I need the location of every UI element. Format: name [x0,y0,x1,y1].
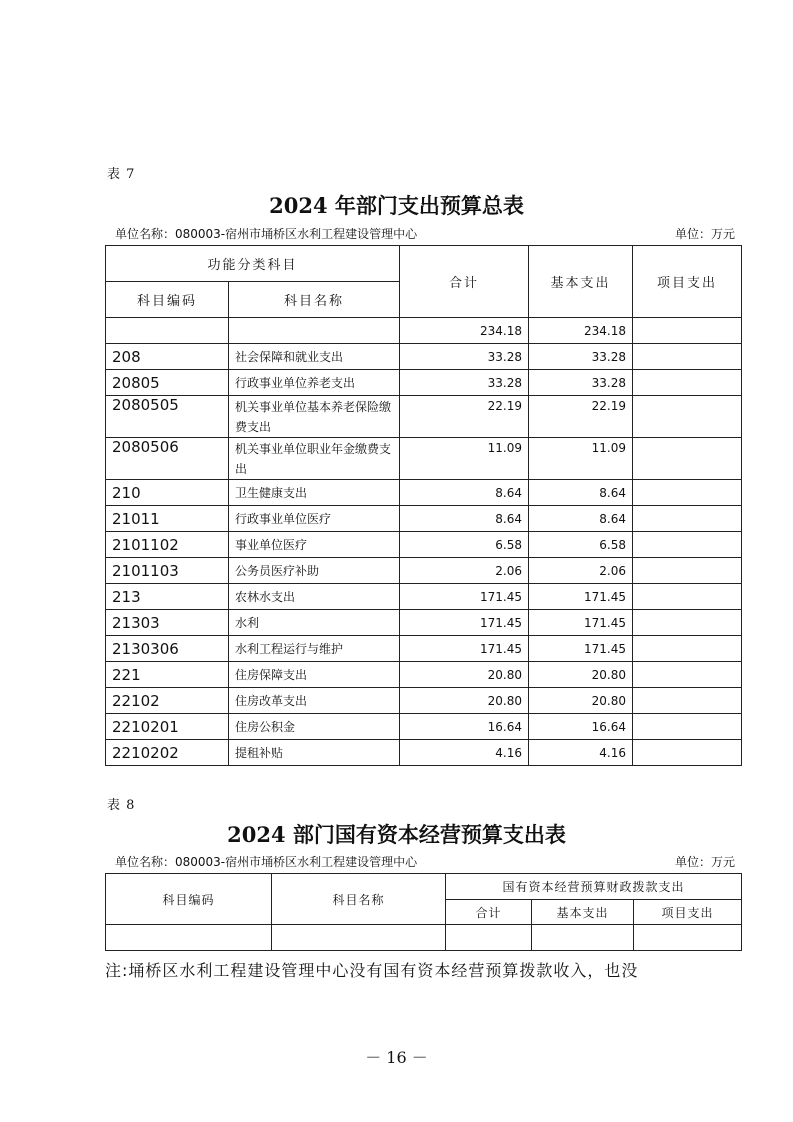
cell-basic: 33.28 [529,344,633,370]
cell-project [633,532,742,558]
table-row [106,396,742,438]
cell-code: 221 [106,662,229,688]
t8-empty-cell [272,925,446,951]
cell-name: 水利 [229,610,400,636]
cell-code: 21011 [106,506,229,532]
cell-code: 2101103 [106,558,229,584]
table7-body [106,318,742,766]
cell-total: 171.45 [400,636,529,662]
cell-total: 11.09 [400,438,529,480]
cell-code [106,318,229,344]
cell-name: 农林水支出 [229,584,400,610]
cell-project [633,714,742,740]
cell-code: 2210201 [106,714,229,740]
cell-project [633,610,742,636]
page-number: － 16 － [365,1048,428,1067]
cell-total: 8.64 [400,480,529,506]
cell-project [633,740,742,766]
cell-code: 2130306 [106,636,229,662]
cell-name [229,318,400,344]
table-row [106,688,742,714]
cell-name: 卫生健康支出 [229,480,400,506]
cell-total: 20.80 [400,688,529,714]
cell-basic: 33.28 [529,370,633,396]
cell-code: 2101102 [106,532,229,558]
cell-code: 210 [106,480,229,506]
cell-total: 6.58 [400,532,529,558]
table-row [106,636,742,662]
cell-basic: 11.09 [529,438,633,480]
cell-name: 社会保障和就业支出 [229,344,400,370]
t8-header-group: 国有资本经营预算财政拨款支出 [446,874,742,900]
cell-basic: 8.64 [529,506,633,532]
cell-name: 提租补贴 [229,740,400,766]
cell-name: 机关事业单位职业年金缴费支出 [229,438,400,480]
cell-name: 水利工程运行与维护 [229,636,400,662]
cell-code: 213 [106,584,229,610]
table7-label: 表 7 [107,167,136,182]
cell-basic: 4.16 [529,740,633,766]
table8-unit-name: 单位名称：080003-宿州市埇桥区水利工程建设管理中心 [115,855,418,869]
cell-project [633,438,742,480]
table-row [106,318,742,344]
cell-basic: 20.80 [529,662,633,688]
cell-project [633,662,742,688]
table-row [106,610,742,636]
cell-basic: 171.45 [529,584,633,610]
header-total: 合计 [400,246,529,318]
t8-header-name: 科目名称 [272,874,446,925]
cell-total: 16.64 [400,714,529,740]
cell-project [633,558,742,584]
cell-basic: 234.18 [529,318,633,344]
cell-name: 行政事业单位养老支出 [229,370,400,396]
t8-header-total: 合计 [446,900,532,925]
cell-name: 住房保障支出 [229,662,400,688]
cell-total: 171.45 [400,610,529,636]
cell-total: 20.80 [400,662,529,688]
table7-unit: 单位：万元 [674,227,735,241]
table-row [106,344,742,370]
table-row [106,714,742,740]
cell-basic: 8.64 [529,480,633,506]
t8-header-basic: 基本支出 [532,900,634,925]
cell-project [633,370,742,396]
table8-unit: 单位：万元 [674,855,735,869]
header-project: 项目支出 [633,246,742,318]
t8-empty-cell [532,925,634,951]
header-basic: 基本支出 [529,246,633,318]
cell-project [633,636,742,662]
state-capital-table [105,873,742,951]
table7-unit-name: 单位名称：080003-宿州市埇桥区水利工程建设管理中心 [115,227,418,241]
cell-project [633,344,742,370]
table-row [106,558,742,584]
table7-title: 2024 年部门支出预算总表 [269,193,524,218]
table-row [106,740,742,766]
cell-basic: 171.45 [529,636,633,662]
table-row [106,370,742,396]
cell-total: 2.06 [400,558,529,584]
budget-expenditure-table [105,245,742,766]
table-row [106,662,742,688]
cell-basic: 6.58 [529,532,633,558]
t8-header-code: 科目编码 [106,874,272,925]
cell-project [633,396,742,438]
cell-code: 21303 [106,610,229,636]
cell-code: 208 [106,344,229,370]
header-name: 科目名称 [229,282,400,318]
cell-code: 22102 [106,688,229,714]
table-row [106,506,742,532]
cell-basic: 171.45 [529,610,633,636]
cell-project [633,506,742,532]
cell-project [633,584,742,610]
header-functional-category: 功能分类科目 [106,246,400,282]
cell-code: 2080506 [106,438,229,480]
cell-total: 171.45 [400,584,529,610]
cell-name: 住房公积金 [229,714,400,740]
cell-total: 33.28 [400,344,529,370]
cell-name: 住房改革支出 [229,688,400,714]
cell-total: 234.18 [400,318,529,344]
cell-total: 22.19 [400,396,529,438]
header-code: 科目编码 [106,282,229,318]
cell-total: 4.16 [400,740,529,766]
table8-title: 2024 部门国有资本经营预算支出表 [227,822,566,847]
cell-name: 事业单位医疗 [229,532,400,558]
cell-name: 机关事业单位基本养老保险缴费支出 [229,396,400,438]
t8-header-project: 项目支出 [634,900,742,925]
cell-name: 行政事业单位医疗 [229,506,400,532]
table8-label: 表 8 [107,798,136,813]
cell-name: 公务员医疗补助 [229,558,400,584]
cell-project [633,688,742,714]
note-text: 注:埇桥区水利工程建设管理中心没有国有资本经营预算拨款收入，也没 [105,961,639,980]
table-row [106,438,742,480]
cell-total: 33.28 [400,370,529,396]
cell-code: 2080505 [106,396,229,438]
cell-basic: 22.19 [529,396,633,438]
cell-total: 8.64 [400,506,529,532]
t8-empty-cell [106,925,272,951]
cell-basic: 2.06 [529,558,633,584]
table-row [106,584,742,610]
t8-empty-cell [446,925,532,951]
cell-basic: 20.80 [529,688,633,714]
cell-basic: 16.64 [529,714,633,740]
cell-code: 2210202 [106,740,229,766]
table-row [106,532,742,558]
cell-project [633,318,742,344]
cell-project [633,480,742,506]
table-row [106,480,742,506]
t8-empty-cell [634,925,742,951]
cell-code: 20805 [106,370,229,396]
